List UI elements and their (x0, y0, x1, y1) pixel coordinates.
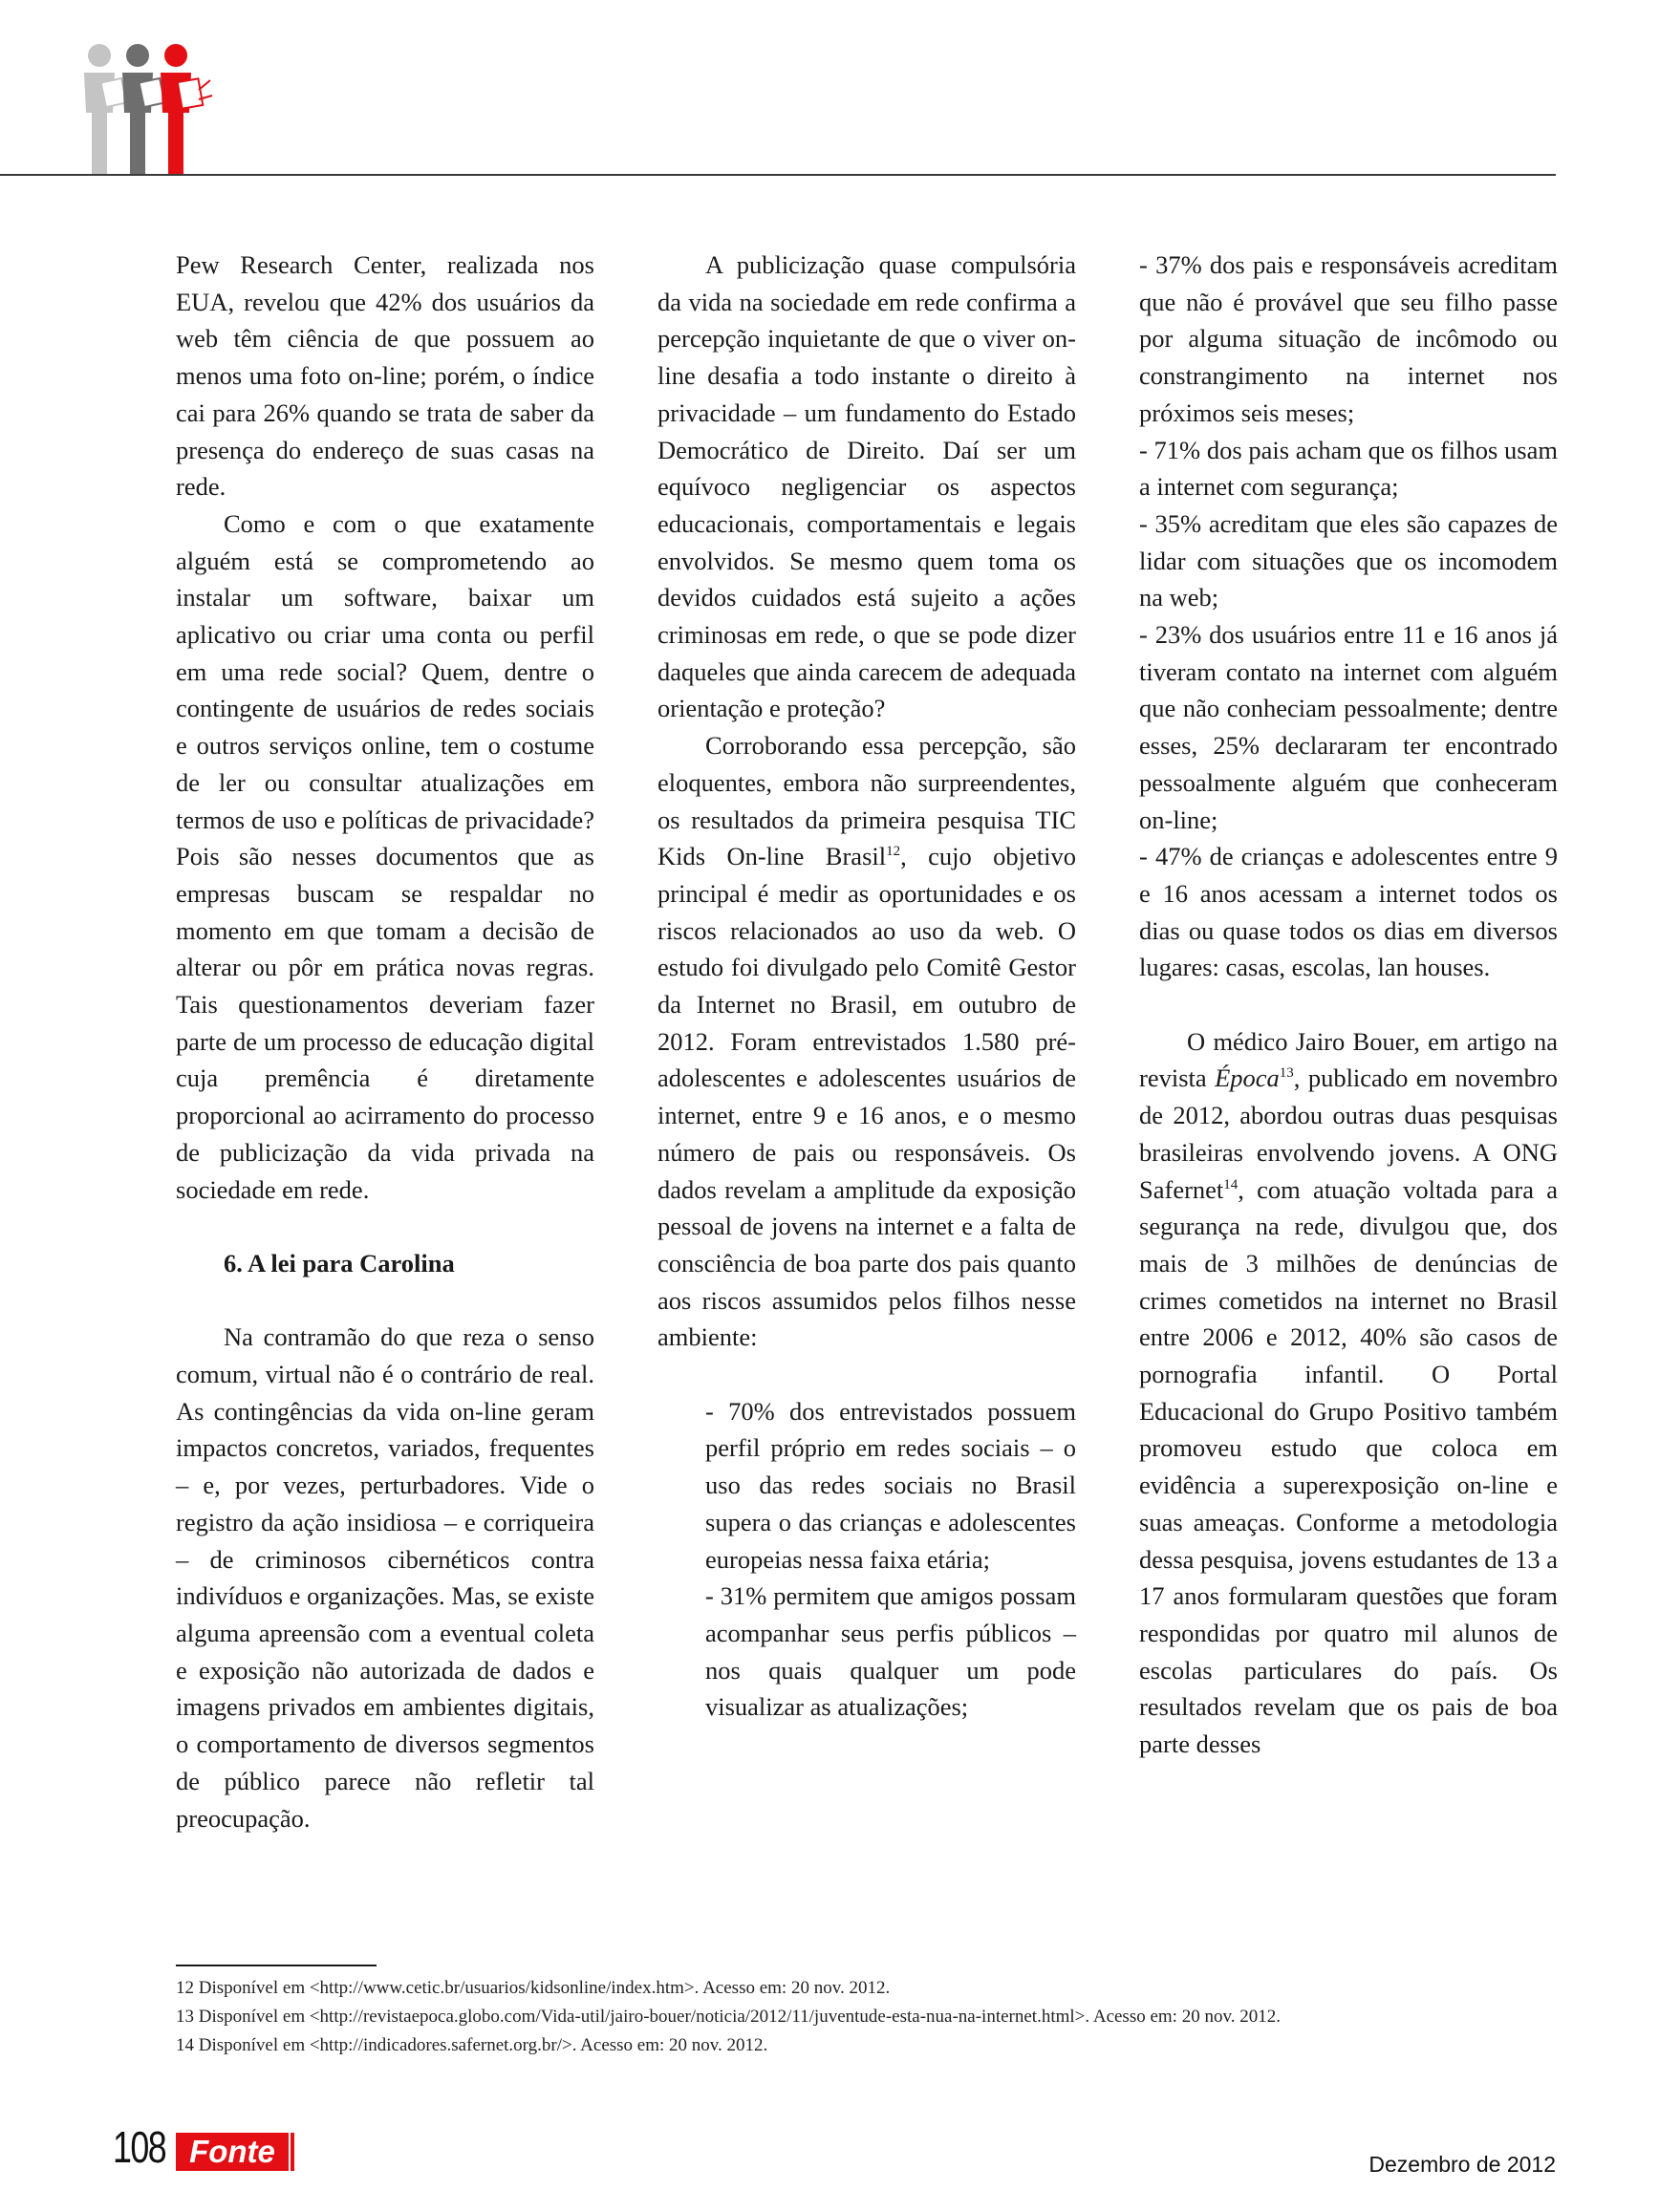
footnote-rule (176, 1965, 377, 1966)
footnote-14: 14 Disponível em <http://indicadores.safernet.org.br/>. Acesso em: 20 nov. 2012. (176, 2035, 768, 2055)
bullet-item: - 23% dos usuários entre 11 e 16 anos já tiveram contato na internet com alguém que não conheciam pessoalmente; dentre esses, 25% declararam ter encontrado pessoalmente alguém que conheceram on-line; (1139, 620, 1558, 834)
footnote-12: 12 Disponível em <http://www.cetic.br/usuarios/kidsonline/index.htm>. Acesso em: 20 nov. 2012. (176, 1978, 891, 1998)
column-3 (1139, 247, 1558, 1763)
col1-paragraph-3: Na contramão do que reza o senso comum, virtual não é o contrário de real. As contingências da vida on-line geram impactos concretos, variados, frequentes – e, por vezes, perturbadores. Vide o registro da ação insidiosa – e corriqueira – de criminosos cibernéticos contra indivíduos e organizações. Mas, se existe alguma apreensão com a eventual coleta e exposição não autorizada de dados e imagens privados em ambientes digitais, o comportamento de diversos segmentos de público parece não refletir tal preocupação. (176, 1322, 594, 1833)
bullet-item: - 47% de crianças e adolescentes entre 9 e 16 anos acessam a internet todos os dias ou quase todos os dias em diversos lugares: casas, escolas, lan houses. (1139, 842, 1558, 982)
magazine-title: Época (1215, 1063, 1280, 1093)
bullet-item: - 35% acreditam que eles são capazes de lidar com situações que os incomodem na web; (1139, 508, 1558, 612)
bullet-item: - 37% dos pais e responsáveis acreditam que não é provável que seu filho passe por alguma situação de incômodo ou constrangimento na internet nos próximos seis meses; (1139, 250, 1558, 427)
footnote-ref-13: 13 (1279, 1065, 1294, 1082)
col1-paragraph-2: Como e com o que exatamente alguém está se comprometendo ao instalar um software, baixar um aplicativo ou criar uma conta ou perfil em uma rede social? Quem, dentre o contingente de usuários de redes sociais e outros serviços online, tem o costume de ler ou consultar atualizações em termos de uso e políticas de privacidade? Pois são nesses documentos que as empresas buscam se respaldar no momento em que tomam a decisão de alterar ou pôr em prática novas regras. Tais questionamentos deveriam fazer parte de um processo de educação digital cuja premência é diretamente proporcional ao acirramento do processo de publicização da vida privada na sociedade em rede. (176, 508, 594, 1204)
column-1 (176, 247, 594, 1836)
col3-paragraph-1: O médico Jairo Bouer, em artigo na revista Época$^{13}$, publicado em novembro de 2012, abordou outras duas pesquisas brasileiras envolvendo jovens. A ONG Safernet$^{14}$, com atuação voltada para a segurança na rede, divulgou que, dos mais de 3 milhões de denúncias de crimes cometidos na internet no Brasil entre 2006 e 2012, 40% são casos de pornografia infantil. O Portal Educacional do Grupo Positivo também promoveu estudo que coloca em evidência a superexposição on-line e suas ameaças. Conforme a metodologia dessa pesquisa, jovens estudantes de 13 a 17 anos formularam questões que foram respondidas por quatro mil alunos de escolas particulares do país. Os resultados revelam que os pais de boa parte desses (1139, 1026, 1558, 1759)
footnote-13: 13 Disponível em <http://revistaepoca.globo.com/Vida-util/jairo-bouer/noticia/2012/11/juventude-esta-nua-na-internet.html>. Acesso em: 20 nov. 2012. (176, 2007, 1281, 2027)
bullet-item: - 31% permitem que amigos possam acompanhar seus perfis públicos – nos quais qualquer um pode visualizar as atualizações; (705, 1581, 1076, 1722)
footnote-ref-14: 14 (1223, 1176, 1239, 1192)
bullet-item: - 71% dos pais acham que os filhos usam a internet com segurança; (1139, 435, 1558, 502)
section-heading: 6. A lei para Carolina (224, 1248, 455, 1278)
footnote-ref-12: 12 (886, 844, 901, 860)
col1-paragraph-1: Pew Research Center, realizada nos EUA, revelou que 42% dos usuários da web têm ciência de que possuem ao menos uma foto on-line; porém, o índice cai para 26% quando se trata de saber da presença do endereço de suas casas na rede. (176, 250, 594, 502)
page-number: 108 (113, 2122, 166, 2172)
header-rule (0, 174, 1556, 176)
issue-date: Dezembro de 2012 (1368, 2152, 1556, 2177)
footnotes (176, 1974, 1281, 2060)
brand-logo: Fonte (176, 2133, 289, 2171)
header-logo-people-icon (78, 42, 222, 176)
bullet-item: - 70% dos entrevistados possuem perfil próprio em redes sociais – o uso das redes sociais no Brasil supera o das crianças e adolescentes europeias nessa faixa etária; (705, 1396, 1076, 1574)
column-2 (657, 247, 1076, 1726)
col2-paragraph-1: A publicização quase compulsória da vida na sociedade em rede confirma a percepção inquietante de que o viver on-line desafia a todo instante o direito à privacidade – um fundamento do Estado Democrático de Direito. Daí ser um equívoco negligenciar os aspectos educacionais, comportamentais e legais envolvidos. Se mesmo quem toma os devidos cuidados está sujeito a ações criminosas em rede, o que se pode dizer daqueles que ainda carecem de adequada orientação e proteção? (657, 250, 1076, 723)
col2-paragraph-2: Corroborando essa percepção, são eloquentes, embora não surpreendentes, os resultados da primeira pesquisa TIC Kids On-line Brasil$^{12}$, cujo objetivo principal é medir as oportunidades e os riscos relacionados ao uso da web. O estudo foi divulgado pelo Comitê Gestor da Internet no Brasil, em outubro de 2012. Foram entrevistados 1.580 pré-adolescentes e adolescentes usuários de internet, entre 9 e 16 anos, e o mesmo número de pais ou responsáveis. Os dados revelam a amplitude da exposição pessoal de jovens na internet e a falta de consciência de boa parte dos pais quanto aos riscos assumidos pelos filhos nesse ambiente: (657, 731, 1076, 1352)
